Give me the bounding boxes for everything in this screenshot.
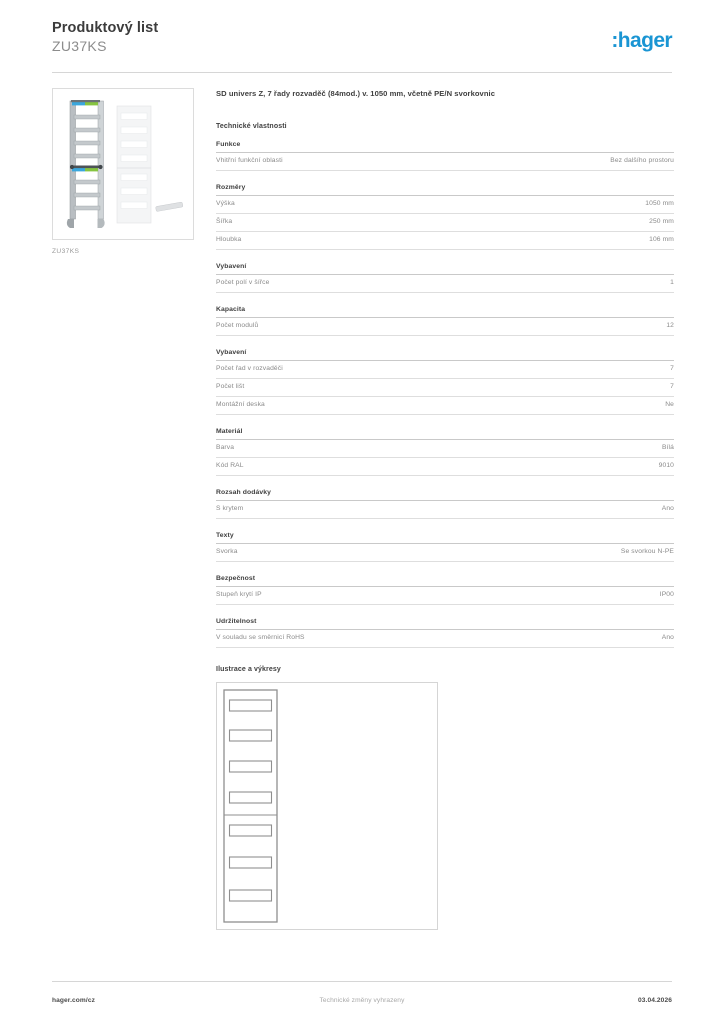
spec-value: 250 mm: [649, 218, 674, 225]
footer-website-link[interactable]: hager.com/cz: [52, 997, 95, 1004]
spec-row: [216, 214, 674, 232]
spec-value: Ano: [661, 505, 674, 512]
spec-label: Šířka: [216, 218, 233, 225]
spec-label: Kód RAL: [216, 462, 244, 469]
product-reference: ZU37KS: [52, 38, 107, 54]
spec-value: Se svorkou N-PE: [620, 548, 674, 555]
spec-group: [216, 306, 674, 336]
spec-label: Vhitřní funkční oblasti: [216, 157, 283, 164]
spec-row: [216, 501, 674, 519]
spec-group-title: Funkce: [216, 141, 674, 153]
spec-group: [216, 489, 674, 519]
product-figure: [52, 88, 196, 255]
header-divider: [52, 72, 672, 73]
spec-value: 7: [670, 383, 674, 390]
spec-label: Barva: [216, 444, 235, 451]
spec-group: [216, 618, 674, 648]
footer-divider: [52, 981, 672, 982]
spec-group-title: Bezpečnost: [216, 575, 674, 587]
spec-label: Stupeň krytí IP: [216, 591, 262, 598]
spec-label: Počet modulů: [216, 322, 259, 329]
spec-group-title: Vybavení: [216, 349, 674, 361]
spec-group: [216, 532, 674, 562]
page-title: Produktový list: [52, 20, 159, 36]
technical-drawing-box: [216, 682, 438, 930]
spec-row: [216, 361, 674, 379]
spec-group: [216, 349, 674, 415]
spec-group: [216, 575, 674, 605]
spec-value: 1: [670, 279, 674, 286]
drawings-heading: Ilustrace a výkresy: [216, 666, 281, 673]
spec-value: Bílá: [661, 444, 674, 451]
spec-label: Montážní deska: [216, 401, 265, 408]
spec-label: Počet lišt: [216, 383, 245, 390]
spec-group-title: Kapacita: [216, 306, 674, 318]
spec-row: [216, 275, 674, 293]
technical-properties-heading: Technické vlastnosti: [216, 123, 287, 130]
spec-group-title: Materiál: [216, 428, 674, 440]
spec-row: [216, 587, 674, 605]
spec-value: 1050 mm: [645, 200, 674, 207]
spec-value: 106 mm: [649, 236, 674, 243]
spec-row: [216, 379, 674, 397]
product-description: SD univers Z, 7 řady rozvaděč (84mod.) v. 1050 mm, včetně PE/N svorkovnic: [216, 89, 495, 98]
spec-label: Počet řad v rozvaděči: [216, 365, 283, 372]
spec-value: 12: [666, 322, 674, 329]
spec-value: Ne: [665, 401, 674, 408]
spec-label: Svorka: [216, 548, 238, 555]
spec-row: [216, 153, 674, 171]
spec-group: [216, 184, 674, 250]
product-photo-caption: ZU37KS: [52, 248, 80, 255]
page-header: [52, 20, 672, 72]
spec-row: [216, 458, 674, 476]
footer-date: 03.04.2026: [637, 997, 672, 1004]
spec-value: Bez dalšího prostoru: [610, 157, 674, 164]
specifications-table: [216, 141, 674, 648]
spec-group-title: Vybavení: [216, 263, 674, 275]
spec-row: [216, 440, 674, 458]
spec-group-title: Rozsah dodávky: [216, 489, 674, 501]
enclosure-drawing-icon: [217, 683, 437, 929]
spec-label: Výška: [216, 200, 235, 207]
spec-label: V souladu se směrnicí RoHS: [216, 634, 305, 641]
spec-group-title: Rozměry: [216, 184, 674, 196]
spec-row: [216, 196, 674, 214]
spec-value: Ano: [661, 634, 674, 641]
main-content: [216, 88, 674, 930]
spec-row: [216, 630, 674, 648]
spec-value: IP00: [659, 591, 674, 598]
spec-row: [216, 397, 674, 415]
spec-value: 9010: [658, 462, 674, 469]
spec-value: 7: [670, 365, 674, 372]
spec-group: [216, 263, 674, 293]
spec-label: Hloubka: [216, 236, 242, 243]
spec-group-title: Texty: [216, 532, 674, 544]
hager-logo: :hager: [611, 29, 672, 52]
product-photo-zu37ks-icon: [53, 89, 193, 239]
spec-group: [216, 141, 674, 171]
spec-row: [216, 232, 674, 250]
spec-row: [216, 318, 674, 336]
page-footer: [52, 997, 672, 1009]
spec-label: Počet polí v šířce: [216, 279, 270, 286]
spec-row: [216, 544, 674, 562]
spec-group-title: Udržitelnost: [216, 618, 674, 630]
product-photo-frame: [52, 88, 194, 240]
footer-notice: Technické změny vyhrazeny: [319, 997, 405, 1004]
spec-group: [216, 428, 674, 476]
spec-label: S krytem: [216, 505, 244, 512]
